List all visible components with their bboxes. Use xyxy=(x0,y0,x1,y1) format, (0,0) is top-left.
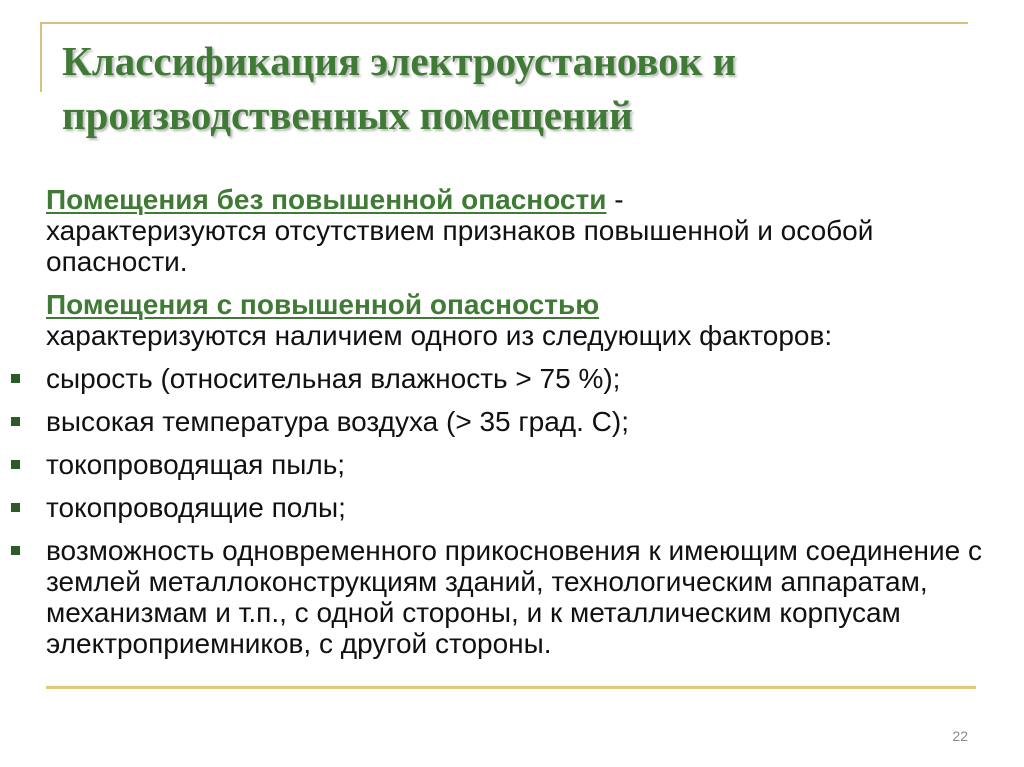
section-heading: Помещения с повышенной опасностью xyxy=(46,289,600,320)
bullet-icon xyxy=(11,546,20,555)
slide-body xyxy=(46,184,1006,671)
bullet-icon xyxy=(11,503,20,512)
bullet-icon xyxy=(11,460,20,469)
list-item-text: токопроводящие полы; xyxy=(46,492,346,523)
section-text: характеризуются наличием одного из следующих факторов: xyxy=(46,320,833,351)
list-item-text: высокая температура воздуха (> 35 град. С); xyxy=(46,406,629,437)
factor-list xyxy=(46,363,1006,659)
bullet-icon xyxy=(11,417,20,426)
bullet-icon xyxy=(11,374,20,383)
section-increased-danger xyxy=(46,289,1006,351)
list-item-text: токопроводящая пыль; xyxy=(46,449,346,480)
list-item xyxy=(46,363,1006,394)
section-heading: Помещения без повышенной опасности xyxy=(46,184,607,215)
section-connector: - xyxy=(606,184,624,215)
list-item-text: сырость (относительная влажность > 75 %); xyxy=(46,363,621,394)
slide-title: Классификация электроустановок и производственных помещений xyxy=(62,38,737,138)
list-item xyxy=(46,492,1006,523)
list-item xyxy=(46,449,1006,480)
list-item xyxy=(46,406,1006,437)
section-no-increased-danger xyxy=(46,184,1006,277)
frame-left-line xyxy=(40,22,42,92)
section-text: характеризуются отсутствием признаков повышенной и особой опасности. xyxy=(46,215,874,277)
highlight-underline xyxy=(46,686,976,689)
frame-top-line xyxy=(40,22,968,24)
list-item-text: возможность одновременного прикосновения к имеющим соединение с землей металлоконструкциям зданий, технологическим аппаратам, механизмам и т.п., с одной стороны, и к металлическим корпусам электроприемников, с другой стороны. xyxy=(46,535,982,659)
list-item xyxy=(46,535,1006,659)
page-number: 22 xyxy=(952,728,968,744)
